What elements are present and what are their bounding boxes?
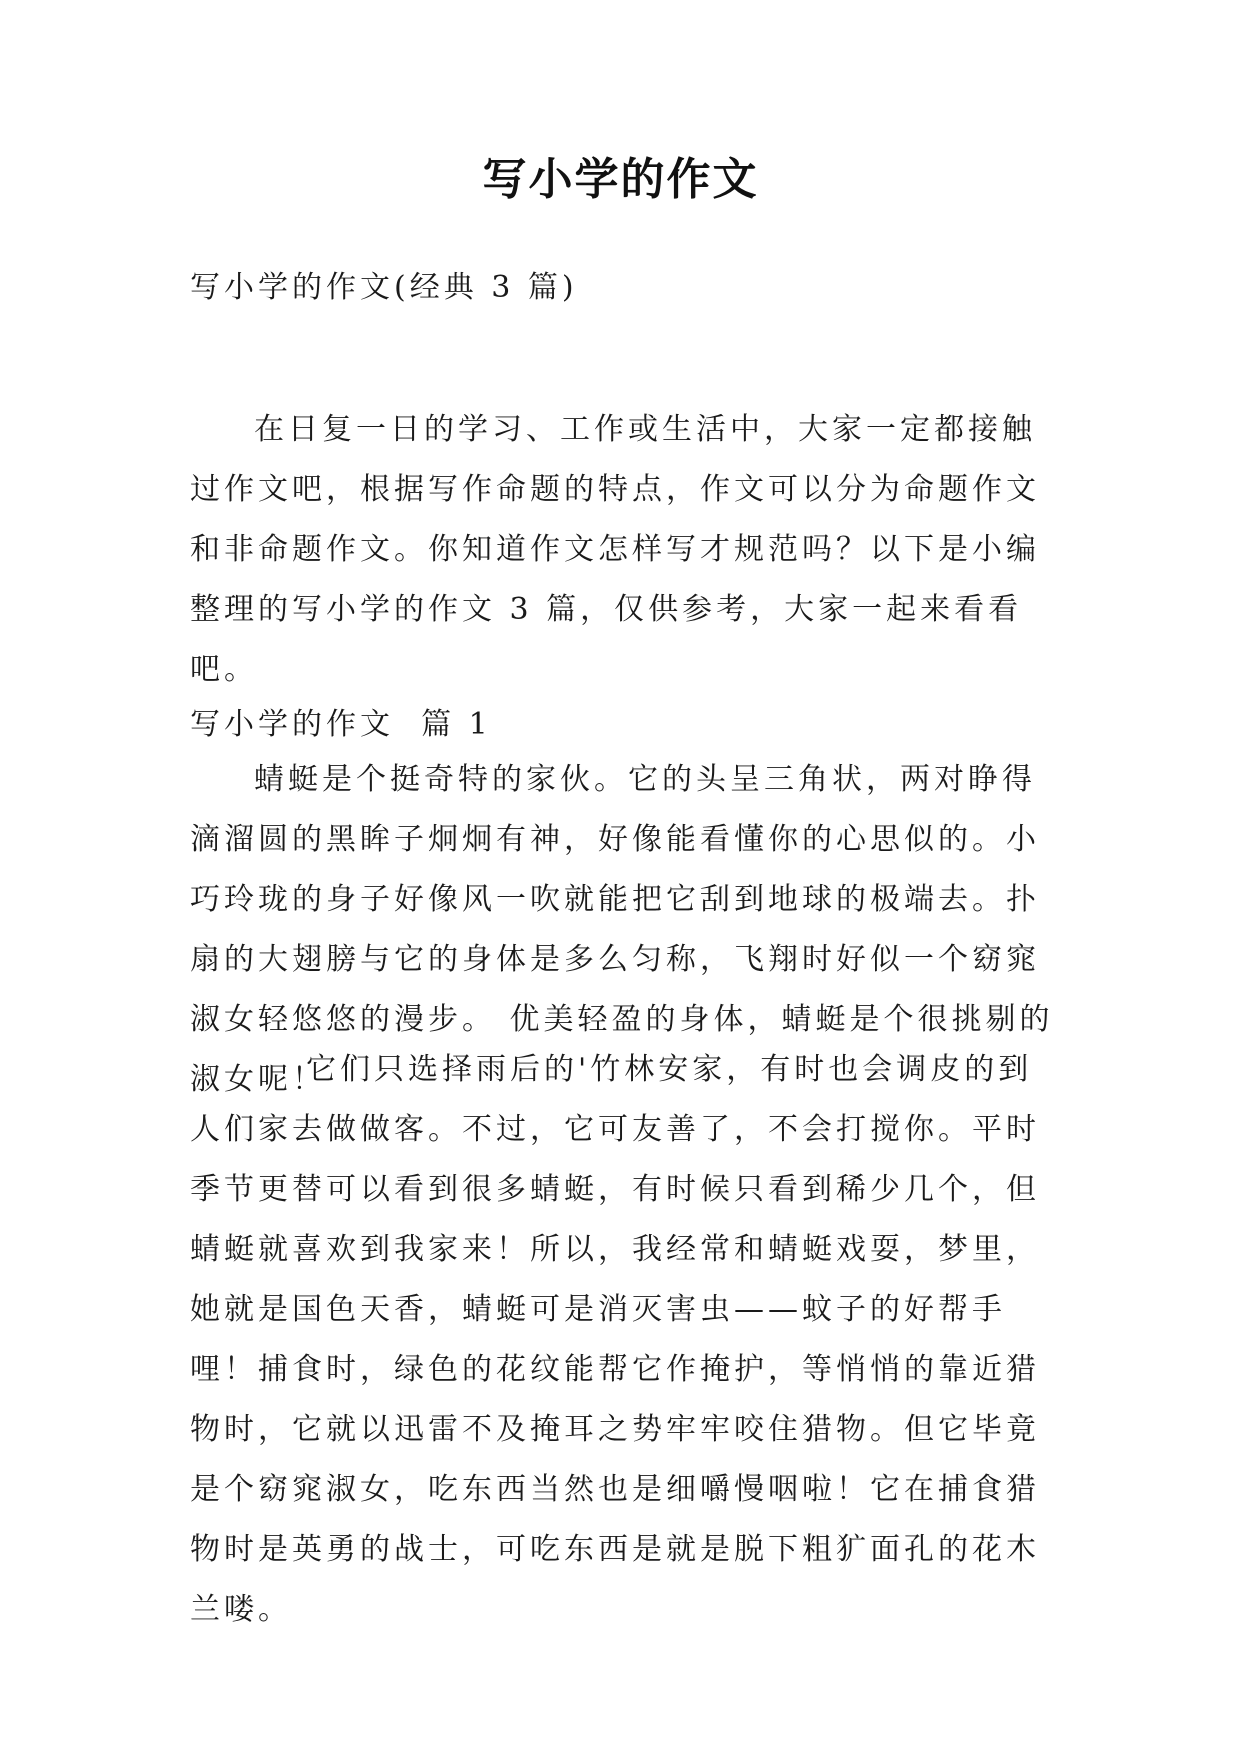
intro-paragraph: 在日复一日的学习、工作或生活中，大家一定都接触过作文吧，根据写作命题的特点，作文可以分为命题作文和非命题作文。你知道作文怎样写才规范吗？以下是小编整理的写小学的作文 3 篇，仅供参考，大家一起来看看吧。 — [190, 412, 1040, 687]
section-heading: 写小学的作文 篇 1 — [190, 707, 492, 742]
document-title: 写小学的作文 — [482, 154, 759, 205]
body-paragraph-1: 蜻蜓是个挺奇特的家伙。它的头呈三角状，两对睁得滴溜圆的黑眸子炯炯有神，好像能看懂你的心思似的。小巧玲珑的身子好像风一吹就能把它刮到地球的极端去。扑扇的大翅膀与它的身体是多么匀称，飞翔时好似一个窈窕淑女轻悠悠的漫步。 优美轻盈的身体，蜻蜓是个很挑剔的淑女呢！ — [190, 762, 1054, 1097]
document-subtitle: 写小学的作文(经典 3 篇) — [190, 270, 578, 305]
body-paragraph-2: 它们只选择雨后的'竹林安家，有时也会调皮的到人们家去做做客。不过，它可友善了，不会打搅你。平时季节更替可以看到很多蜻蜓，有时候只看到稀少几个，但蜻蜓就喜欢到我家来！所以，我经常和蜻蜓戏耍，梦里，她就是国色天香，蜻蜓可是消灭害虫——蚊子的好帮手哩！捕食时，绿色的花纹能帮它作掩护，等悄悄的靠近猎物时，它就以迅雷不及掩耳之势牢牢咬住猎物。但它毕竟是个窈窕淑女，吃东西当然也是细嚼慢咽啦！它在捕食猎物时是英勇的战士，可吃东西是就是脱下粗犷面孔的花木兰喽。 — [190, 1052, 1040, 1627]
